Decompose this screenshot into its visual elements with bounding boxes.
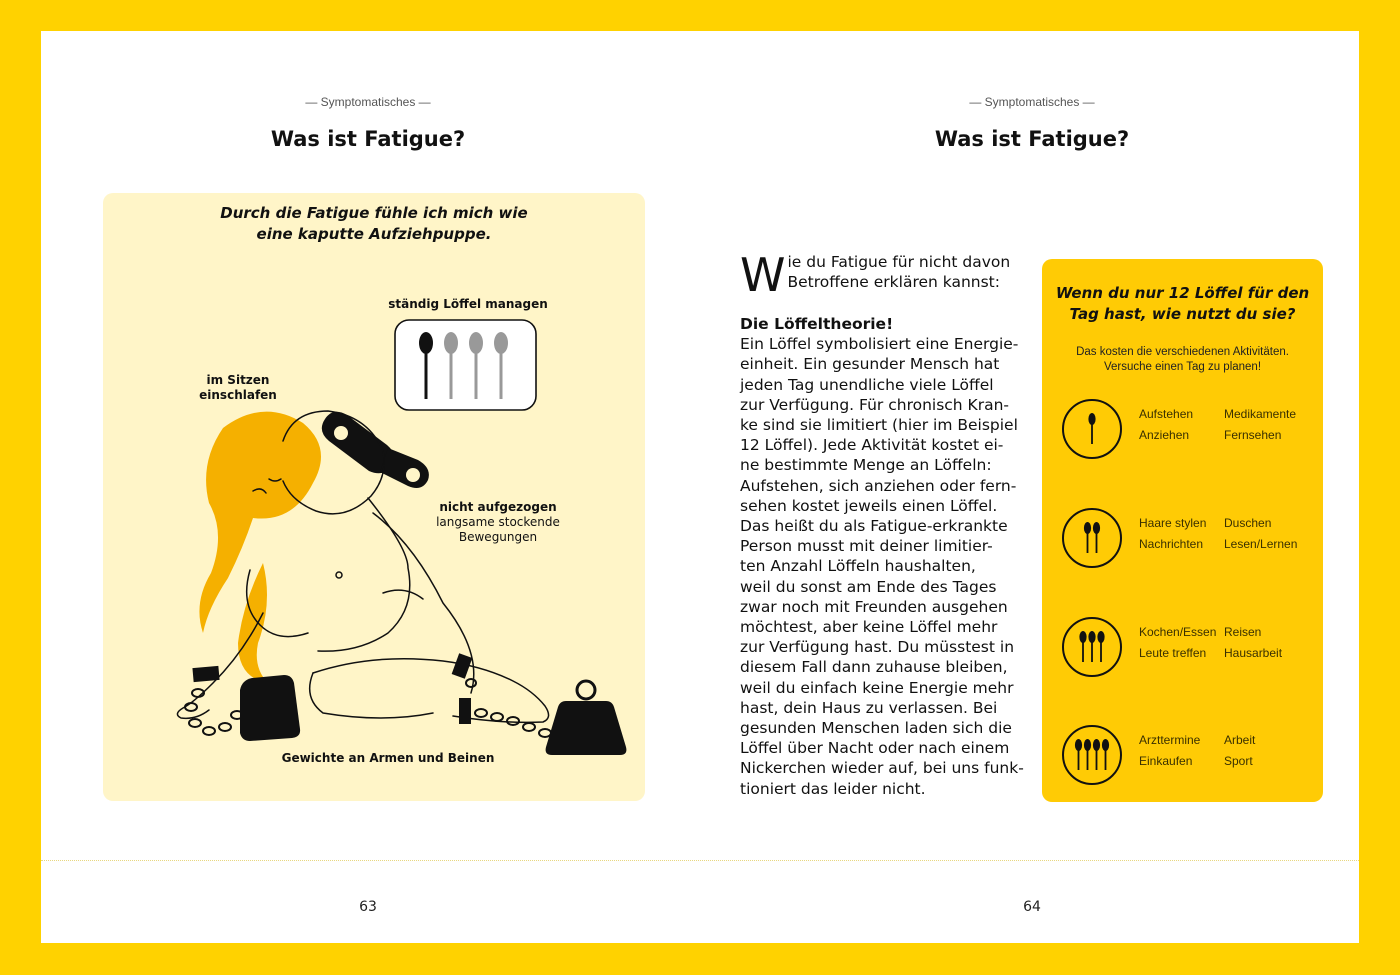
body-line: Nickerchen wieder auf, bei uns funk- bbox=[740, 759, 1024, 778]
label-spoons-text: ständig Löffel managen bbox=[388, 297, 548, 311]
left-section-label: — Symptomatisches — bbox=[305, 95, 431, 109]
windup-doll-illustration bbox=[103, 193, 645, 801]
activity-label: Aufstehen bbox=[1139, 407, 1194, 421]
spoon-box bbox=[395, 320, 536, 410]
label-sleep-line-2: einschlafen bbox=[199, 388, 277, 402]
footer-divider bbox=[41, 860, 1359, 861]
activity-label: Arzttermine bbox=[1139, 733, 1201, 747]
body-text bbox=[740, 248, 1030, 799]
body-line: möchtest, aber keine Löffel mehr bbox=[740, 618, 998, 637]
card-sub-line-1: Das kosten die verschiedenen Aktivitäten. bbox=[1076, 346, 1289, 358]
spoon-planner-card bbox=[1042, 259, 1323, 802]
label-windup-bold: nicht aufgezogen bbox=[439, 500, 557, 514]
spoon-count-icon bbox=[1060, 615, 1124, 679]
activity-label: Kochen/Essen bbox=[1139, 625, 1217, 639]
activity-label: Sport bbox=[1224, 754, 1253, 768]
activity-label: Medikamente bbox=[1224, 407, 1297, 421]
label-windup bbox=[423, 500, 573, 545]
activity-label: Nachrichten bbox=[1139, 537, 1204, 551]
card-sub-line-2: Versuche einen Tag zu planen! bbox=[1103, 361, 1262, 373]
activity-label: Einkaufen bbox=[1139, 754, 1193, 768]
body-line: Person musst mit deiner limitier- bbox=[740, 537, 993, 556]
activity-label: Leute treffen bbox=[1139, 646, 1207, 660]
body-line: Aufstehen, sich anziehen oder fern- bbox=[740, 476, 1017, 495]
activity-label: Arbeit bbox=[1224, 733, 1256, 747]
activity-label: Fernsehen bbox=[1224, 428, 1282, 442]
activity-label: Duschen bbox=[1224, 516, 1272, 530]
body-line: zur Verfügung hast. Du müsstest in bbox=[740, 638, 1015, 657]
label-windup-line-2: langsame stockende bbox=[436, 515, 560, 529]
body-line: zwar noch mit Freunden ausgehen bbox=[740, 597, 1008, 616]
body-line: diesem Fall dann zuhause bleiben, bbox=[740, 658, 1008, 677]
activity-label: Hausarbeit bbox=[1224, 646, 1283, 660]
label-weights-text: Gewichte an Armen und Beinen bbox=[281, 751, 495, 765]
body-line: ke sind sie limitiert (hier im Beispiel bbox=[740, 416, 1018, 435]
spoon-count-icon bbox=[1060, 723, 1124, 787]
spoon-row bbox=[1042, 397, 1323, 467]
card-subtitle bbox=[1042, 345, 1323, 375]
card-title bbox=[1042, 283, 1323, 325]
left-page-title: Was ist Fatigue? bbox=[270, 127, 466, 151]
body-line: sehen kostet jeweils einen Löffel. bbox=[740, 496, 998, 515]
body-line: weil du sonst am Ende des Tages bbox=[740, 577, 997, 596]
weight-right-icon bbox=[546, 681, 627, 755]
body-line: gesunden Menschen laden sich die bbox=[740, 719, 1012, 738]
label-weights bbox=[273, 751, 503, 766]
activity-label: Haare stylen bbox=[1139, 516, 1207, 530]
right-page-number: 64 bbox=[1023, 899, 1041, 915]
spoon-row bbox=[1042, 506, 1323, 576]
intro-paragraph bbox=[740, 248, 1030, 302]
lead-line-1: ie du Fatigue für nicht davon bbox=[787, 253, 1011, 271]
spoon-count-icon bbox=[1060, 397, 1124, 461]
lead-line-2: Betroffene erklären kannst: bbox=[787, 273, 1000, 292]
body-line: Ein Löffel symbolisiert eine Energie- bbox=[740, 335, 1019, 354]
spoon-row bbox=[1042, 723, 1323, 793]
illustration-caption bbox=[103, 203, 645, 245]
card-title-line-2: Tag hast, wie nutzt du sie? bbox=[1069, 305, 1296, 323]
body-line: ne bestimmte Menge an Löffeln: bbox=[740, 456, 992, 475]
body-line: tioniert das leider nicht. bbox=[740, 779, 926, 798]
spoon-row bbox=[1042, 615, 1323, 685]
theory-heading: Die Löffeltheorie! bbox=[740, 315, 894, 333]
label-sleep bbox=[178, 373, 298, 403]
caption-line-1: Durch die Fatigue fühle ich mich wie bbox=[220, 204, 528, 222]
left-page-number: 63 bbox=[359, 899, 377, 915]
label-spoons bbox=[383, 297, 553, 312]
dropcap: W bbox=[740, 248, 786, 302]
body-line: einheit. Ein gesunder Mensch hat bbox=[740, 355, 1000, 374]
right-page-title: Was ist Fatigue? bbox=[934, 127, 1130, 151]
illustration-panel bbox=[103, 193, 645, 801]
activity-label: Reisen bbox=[1224, 625, 1262, 639]
label-sleep-line-1: im Sitzen bbox=[206, 373, 270, 387]
body-line: hast, dein Haus zu verlassen. Bei bbox=[740, 698, 998, 717]
right-section-label: — Symptomatisches — bbox=[969, 95, 1095, 109]
card-title-line-1: Wenn du nur 12 Löffel für den bbox=[1055, 284, 1310, 302]
label-windup-line-3: Bewegungen bbox=[458, 530, 538, 544]
body-line: weil du einfach keine Energie mehr bbox=[740, 678, 1014, 697]
body-line: zur Verfügung. Für chronisch Kran- bbox=[740, 395, 1010, 414]
body-line: Löffel über Nacht oder nach einem bbox=[740, 739, 1010, 758]
body-line: ten Anzahl Löffeln haushalten, bbox=[740, 557, 976, 576]
body-line: Das heißt du als Fatigue-erkrankte bbox=[740, 517, 1008, 536]
activity-label: Lesen/Lernen bbox=[1224, 537, 1298, 551]
body-line: jeden Tag unendliche viele Löffel bbox=[740, 375, 994, 394]
activity-label: Anziehen bbox=[1139, 428, 1190, 442]
theory-paragraph bbox=[740, 334, 1030, 799]
spoon-count-icon bbox=[1060, 506, 1124, 570]
body-line: 12 Löffel). Jede Aktivität kostet ei- bbox=[740, 436, 1004, 455]
windup-key-icon bbox=[322, 412, 429, 488]
caption-line-2: eine kaputte Aufziehpuppe. bbox=[256, 225, 492, 243]
weight-left-icon bbox=[240, 675, 300, 741]
